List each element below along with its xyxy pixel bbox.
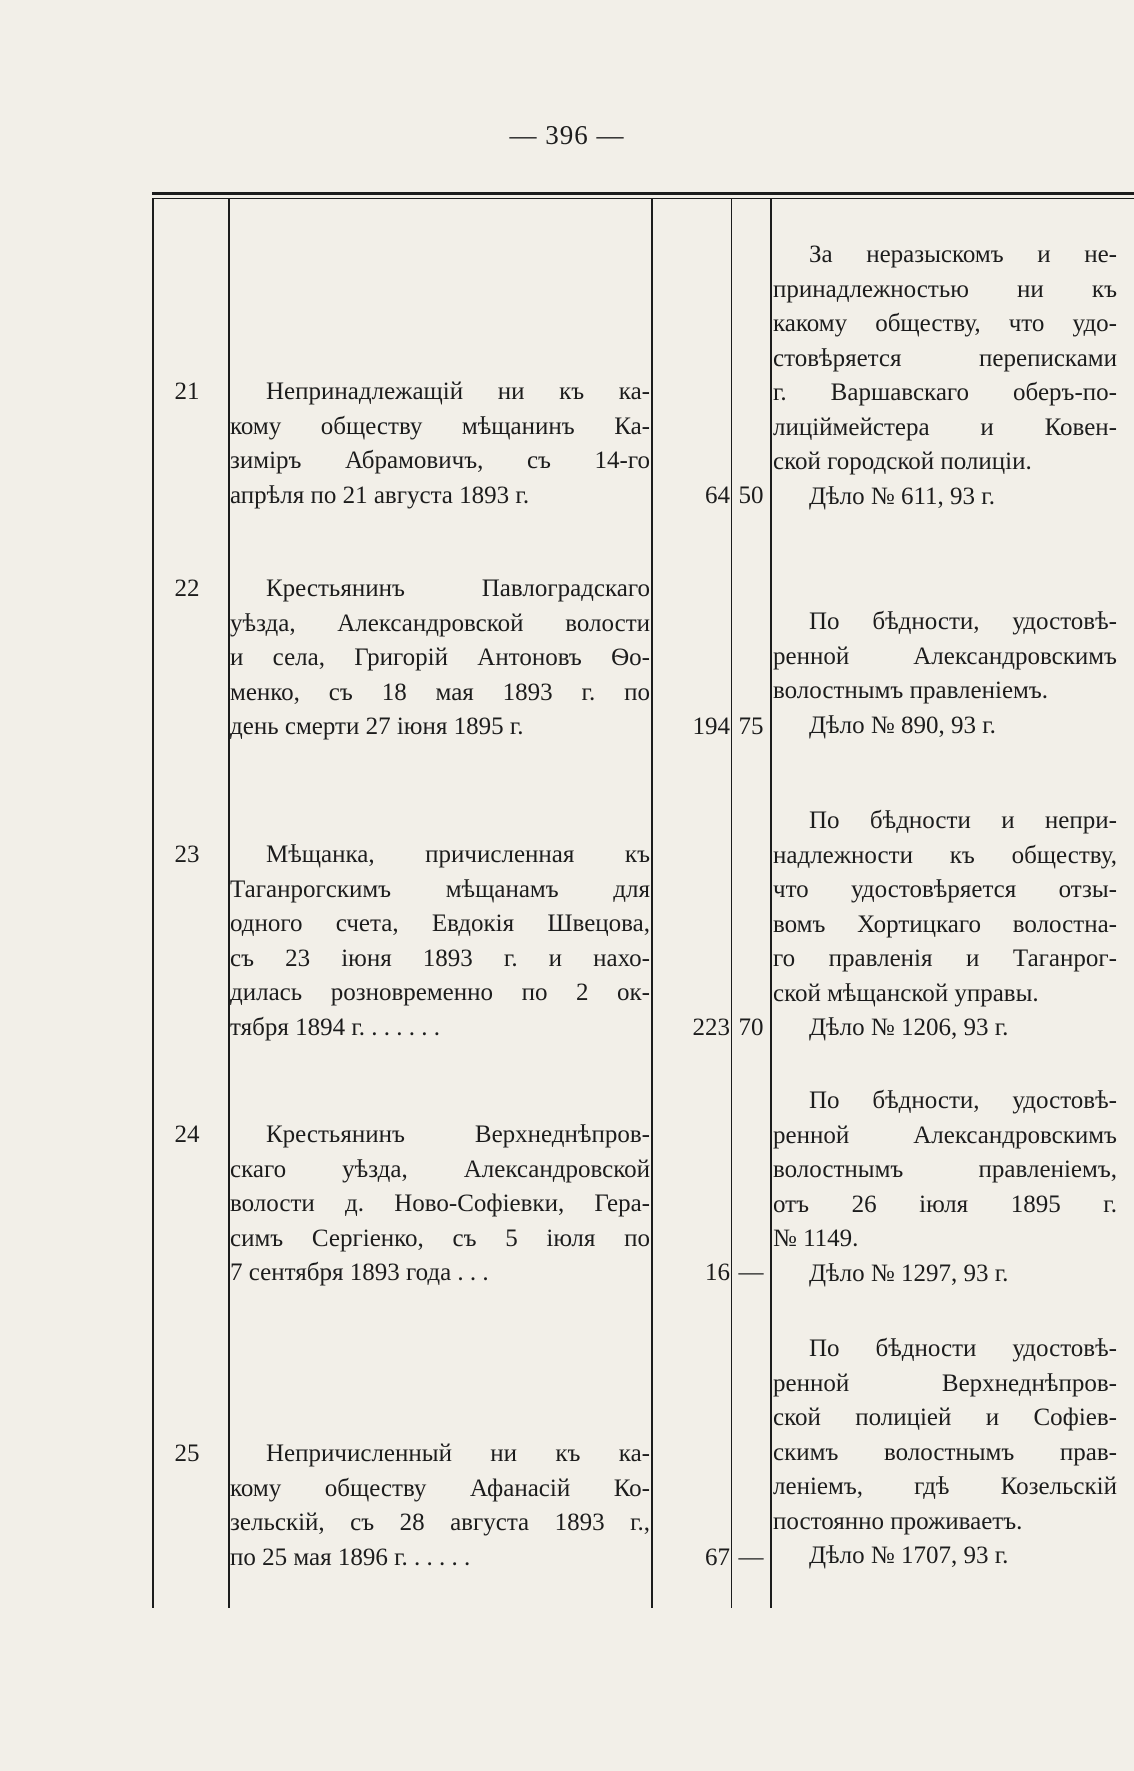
entry-note — [773, 1332, 1117, 1574]
description-line: съ 23 іюня 1893 г. и нахо- — [230, 944, 650, 972]
table-top-rule-thin — [152, 198, 1134, 199]
note-line: г. Варшавскаго оберъ-по- — [773, 379, 1117, 406]
amount-rubles: 64 — [705, 481, 730, 509]
description-line: Таганрогскимъ мѣщанамъ для — [230, 875, 650, 903]
note-line: что удостовѣряется отзы- — [773, 876, 1117, 903]
note-line: надлежности къ обществу, — [773, 841, 1117, 869]
note-line: волостнымъ правленіемъ, — [773, 1156, 1117, 1183]
entry-description — [230, 838, 650, 1045]
description-line: дилась розновременно по 2 ок- — [230, 979, 650, 1006]
note-line: ренной Александровскимъ — [773, 642, 1117, 670]
entry-number: 25 — [174, 1440, 200, 1467]
entry-number: 21 — [174, 378, 200, 405]
description-line: симъ Сергіенко, съ 5 іюля по — [230, 1224, 650, 1252]
description-line: 7 сентября 1893 года . . . — [230, 1259, 489, 1286]
description-line: Крестьянинъ Павлоградскаго — [266, 575, 650, 602]
amount-kopecks: 70 — [738, 1013, 764, 1041]
description-line: тября 1894 г. . . . . . . — [230, 1013, 440, 1041]
description-line: волости д. Ново-Софіевки, Гера- — [230, 1190, 650, 1217]
description-line: апрѣля по 21 августа 1893 г. — [230, 481, 530, 509]
description-line: Мѣщанка, причисленная къ — [266, 841, 650, 868]
column-divider-kop — [770, 198, 772, 1608]
case-reference: Дѣло № 611, 93 г. — [809, 482, 995, 510]
note-line: ренной Верхнеднѣпров- — [773, 1369, 1117, 1397]
amount-kopecks: 50 — [738, 481, 764, 509]
note-line: скимъ волостнымъ прав- — [773, 1438, 1117, 1466]
note-line: вомъ Хортицкаго волостна- — [773, 910, 1117, 938]
note-line: лицiймейстера и Ковен- — [773, 413, 1117, 441]
note-line: За неразыскомъ и не- — [809, 241, 1117, 268]
description-line: по 25 мая 1896 г. . . . . . — [230, 1543, 471, 1571]
description-line: Непричисленный ни къ ка- — [266, 1440, 650, 1467]
description-line: Крестьянинъ Верхнеднѣпров- — [266, 1121, 650, 1148]
note-line: стовѣряется переписками — [773, 344, 1117, 372]
entry-number: 24 — [174, 1121, 200, 1148]
amount-rubles: 194 — [692, 713, 730, 740]
column-divider-rub — [731, 198, 732, 1608]
note-line: леніемъ, гдѣ Козельскій — [773, 1473, 1117, 1500]
description-line: уѣзда, Александровской волости — [230, 609, 650, 637]
entry-number: 22 — [174, 575, 200, 602]
case-reference: Дѣло № 890, 93 г. — [809, 711, 996, 739]
note-line: По бѣдности и непри- — [809, 807, 1117, 834]
page-number: — 396 — — [509, 120, 625, 150]
note-line: ской мѣщанской управы. — [773, 979, 1039, 1007]
entry-note — [773, 804, 1117, 1046]
table-top-rule — [152, 192, 1134, 195]
amount-rubles: 16 — [705, 1259, 730, 1286]
description-line: зиміръ Абрамовичъ, съ 14-го — [230, 447, 650, 474]
note-line: По бѣдности, удостовѣ- — [809, 1087, 1117, 1114]
entry-description — [230, 375, 650, 513]
amount-rubles: 223 — [692, 1013, 730, 1041]
description-line: кому обществу мѣщанинъ Ка- — [230, 412, 650, 440]
description-line: день смерти 27 іюня 1895 г. — [230, 713, 524, 740]
entry-number: 23 — [174, 841, 200, 868]
note-line: ской городской полиціи. — [773, 448, 1032, 475]
amount-kopecks: — — [738, 1259, 764, 1286]
description-line: кому обществу Афанасій Ко- — [230, 1474, 650, 1502]
note-line: По бѣдности, удостовѣ- — [809, 608, 1117, 635]
description-line: зельскій, съ 28 августа 1893 г., — [230, 1509, 650, 1536]
entry-note — [773, 1084, 1117, 1291]
note-line: какому обществу, что удо- — [773, 310, 1117, 337]
entry-description — [230, 1437, 650, 1575]
column-divider-left — [152, 198, 154, 1608]
entry-description — [230, 1118, 650, 1291]
case-reference: Дѣло № 1297, 93 г. — [809, 1259, 1009, 1287]
note-line: волостнымъ правленіемъ. — [773, 677, 1049, 704]
note-line: № 1149. — [773, 1225, 859, 1252]
description-line: скаго уѣзда, Александровской — [230, 1155, 650, 1183]
note-line: ской полиціей и Софіев- — [773, 1404, 1117, 1431]
entry-note — [773, 605, 1117, 743]
note-line: постоянно проживаетъ. — [773, 1507, 1023, 1535]
case-reference: Дѣло № 1707, 93 г. — [809, 1542, 1009, 1569]
description-line: одного счета, Евдокія Швецова, — [230, 910, 650, 937]
entry-note — [773, 238, 1117, 514]
description-line: Непринадлежащій ни къ ка- — [266, 378, 650, 405]
amount-kopecks: 75 — [738, 713, 764, 740]
column-divider-desc — [651, 198, 653, 1608]
amount-kopecks: — — [738, 1543, 764, 1571]
description-line: и села, Григорій Антоновъ Ѳо- — [230, 644, 650, 671]
note-line: отъ 26 іюля 1895 г. — [773, 1190, 1117, 1218]
note-line: По бѣдности удостовѣ- — [809, 1335, 1117, 1362]
amount-rubles: 67 — [705, 1543, 730, 1571]
note-line: ренной Александровскимъ — [773, 1121, 1117, 1149]
case-reference: Дѣло № 1206, 93 г. — [809, 1014, 1009, 1041]
note-line: принадлежностью ни къ — [773, 275, 1117, 303]
description-line: менко, съ 18 мая 1893 г. по — [230, 678, 650, 706]
entry-description — [230, 572, 650, 745]
note-line: го правленія и Таганрог- — [773, 945, 1117, 972]
